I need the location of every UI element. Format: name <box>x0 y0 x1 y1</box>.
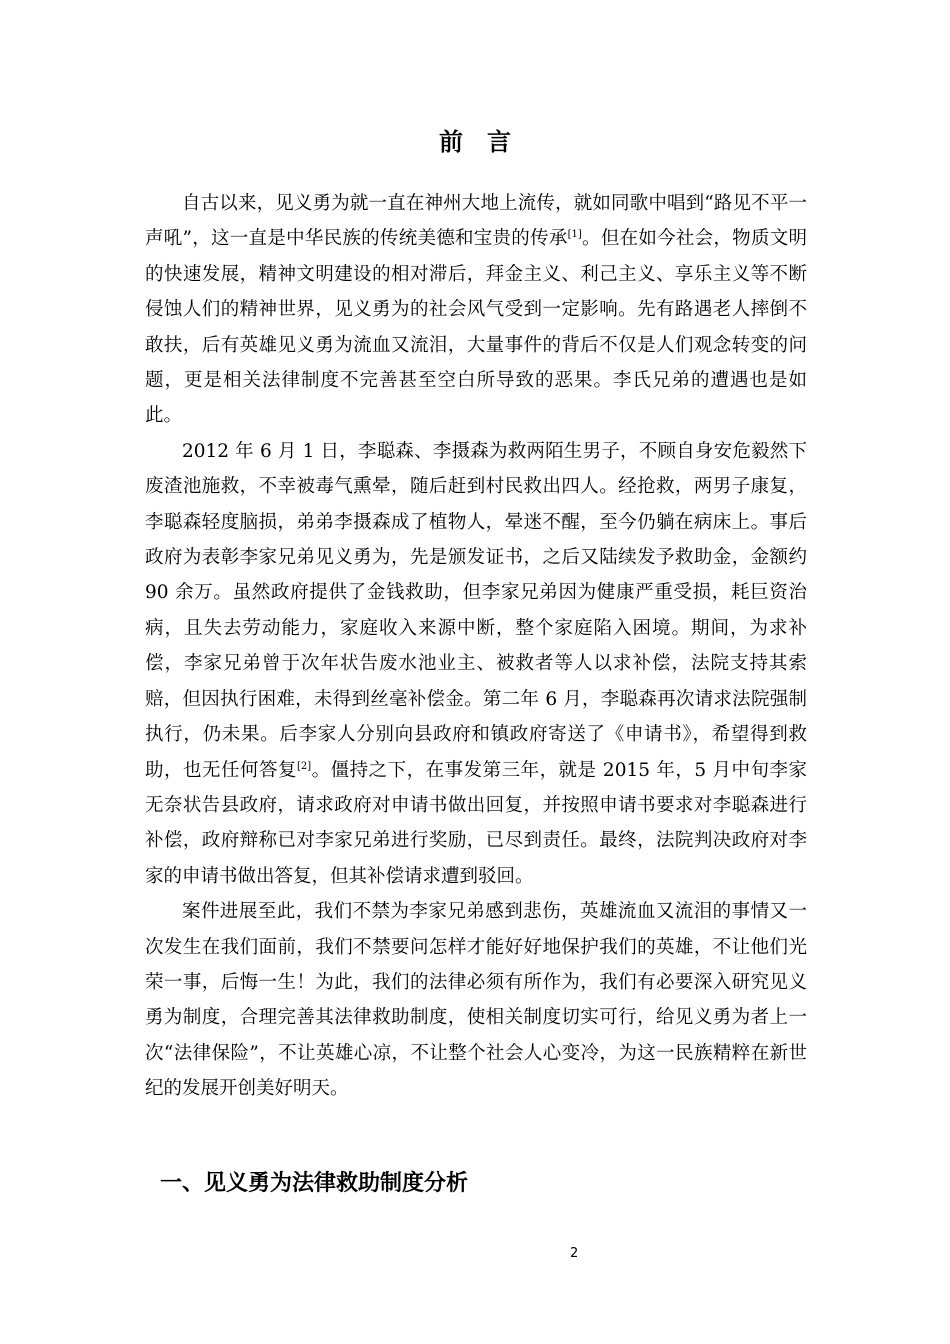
paragraph-2 <box>145 434 807 894</box>
paragraph-1-text-b: 。但在如今社会，物质文明的快速发展，精神文明建设的相对滞后，拜金主义、利己主义、享乐主义等不断侵蚀人们的精神世界，见义勇为的社会风气受到一定影响。先有路遇老人摔倒不敢扶，后有英雄见义勇为流血又流泪，大量事件的背后不仅是人们观念转变的问题，更是相关法律制度不完善甚至空白所导致的恶果。李氏兄弟的遭遇也是如此。 <box>145 228 807 427</box>
citation-1: [1] <box>567 229 582 241</box>
page-title: 前言 <box>439 128 535 156</box>
paragraph-3-text: 案件进展至此，我们不禁为李家兄弟感到悲伤，英雄流血又流泪的事情又一次发生在我们面前，我们不禁要问怎样才能好好地保护我们的英雄，不让他们光荣一事，后悔一生！为此，我们的法律必须有所作为，我们有必要深入研究见义勇为制度，合理完善其法律救助制度，使相关制度切实可行，给见义勇为者上一次“法律保险”，不让英雄心凉，不让整个社会人心变冷，为这一民族精粹在新世纪的发展开创美好明天。 <box>145 901 807 1100</box>
body-text <box>145 186 807 1107</box>
paragraph-1 <box>145 186 807 434</box>
page-number: 2 <box>570 1246 579 1261</box>
paragraph-2-text-b: 。僵持之下，在事发第三年，就是 2015 年，5 月中旬李家无奈状告县政府，请求政府对申请书做出回复，并按照申请书要求对李聪森进行补偿，政府辩称已对李家兄弟进行奖励，已尽到责任。最终，法院判决政府对李家的申请书做出答复，但其补偿请求遭到驳回。 <box>145 759 807 887</box>
section-heading: 一、见义勇为法律救助制度分析 <box>160 1171 469 1196</box>
paragraph-1-text-a: 自古以来，见义勇为就一直在神州大地上流传，就如同歌中唱到“路见不平一声吼”，这一直是中华民族的传统美德和宝贵的传承 <box>145 193 807 250</box>
paragraph-2-text-a: 2012 年 6 月 1 日，李聪森、李摄森为救两陌生男子，不顾自身安危毅然下废渣池施救，不幸被毒气熏晕，随后赶到村民救出四人。经抢救，两男子康复，李聪森轻度脑损，弟弟李摄森成了植物人，晕迷不醒，至今仍躺在病床上。事后政府为表彰李家兄弟见义勇为，先是颁发证书，之后又陆续发予救助金，金额约 90 余万。虽然政府提供了金钱救助，但李家兄弟因为健康严重受损，耗巨资治病，且失去劳动能力，家庭收入来源中断，整个家庭陷入困境。期间，为求补偿，李家兄弟曾于次年状告废水池业主、被救者等人以求补偿，法院支持其索赔，但因执行困难，未得到丝毫补偿金。第二年 6 月，李聪森再次请求法院强制执行，仍未果。后李家人分别向县政府和镇政府寄送了《申请书》，希望得到救助，也无任何答复 <box>145 440 807 781</box>
paragraph-3 <box>145 894 807 1106</box>
citation-2: [2] <box>296 760 312 772</box>
